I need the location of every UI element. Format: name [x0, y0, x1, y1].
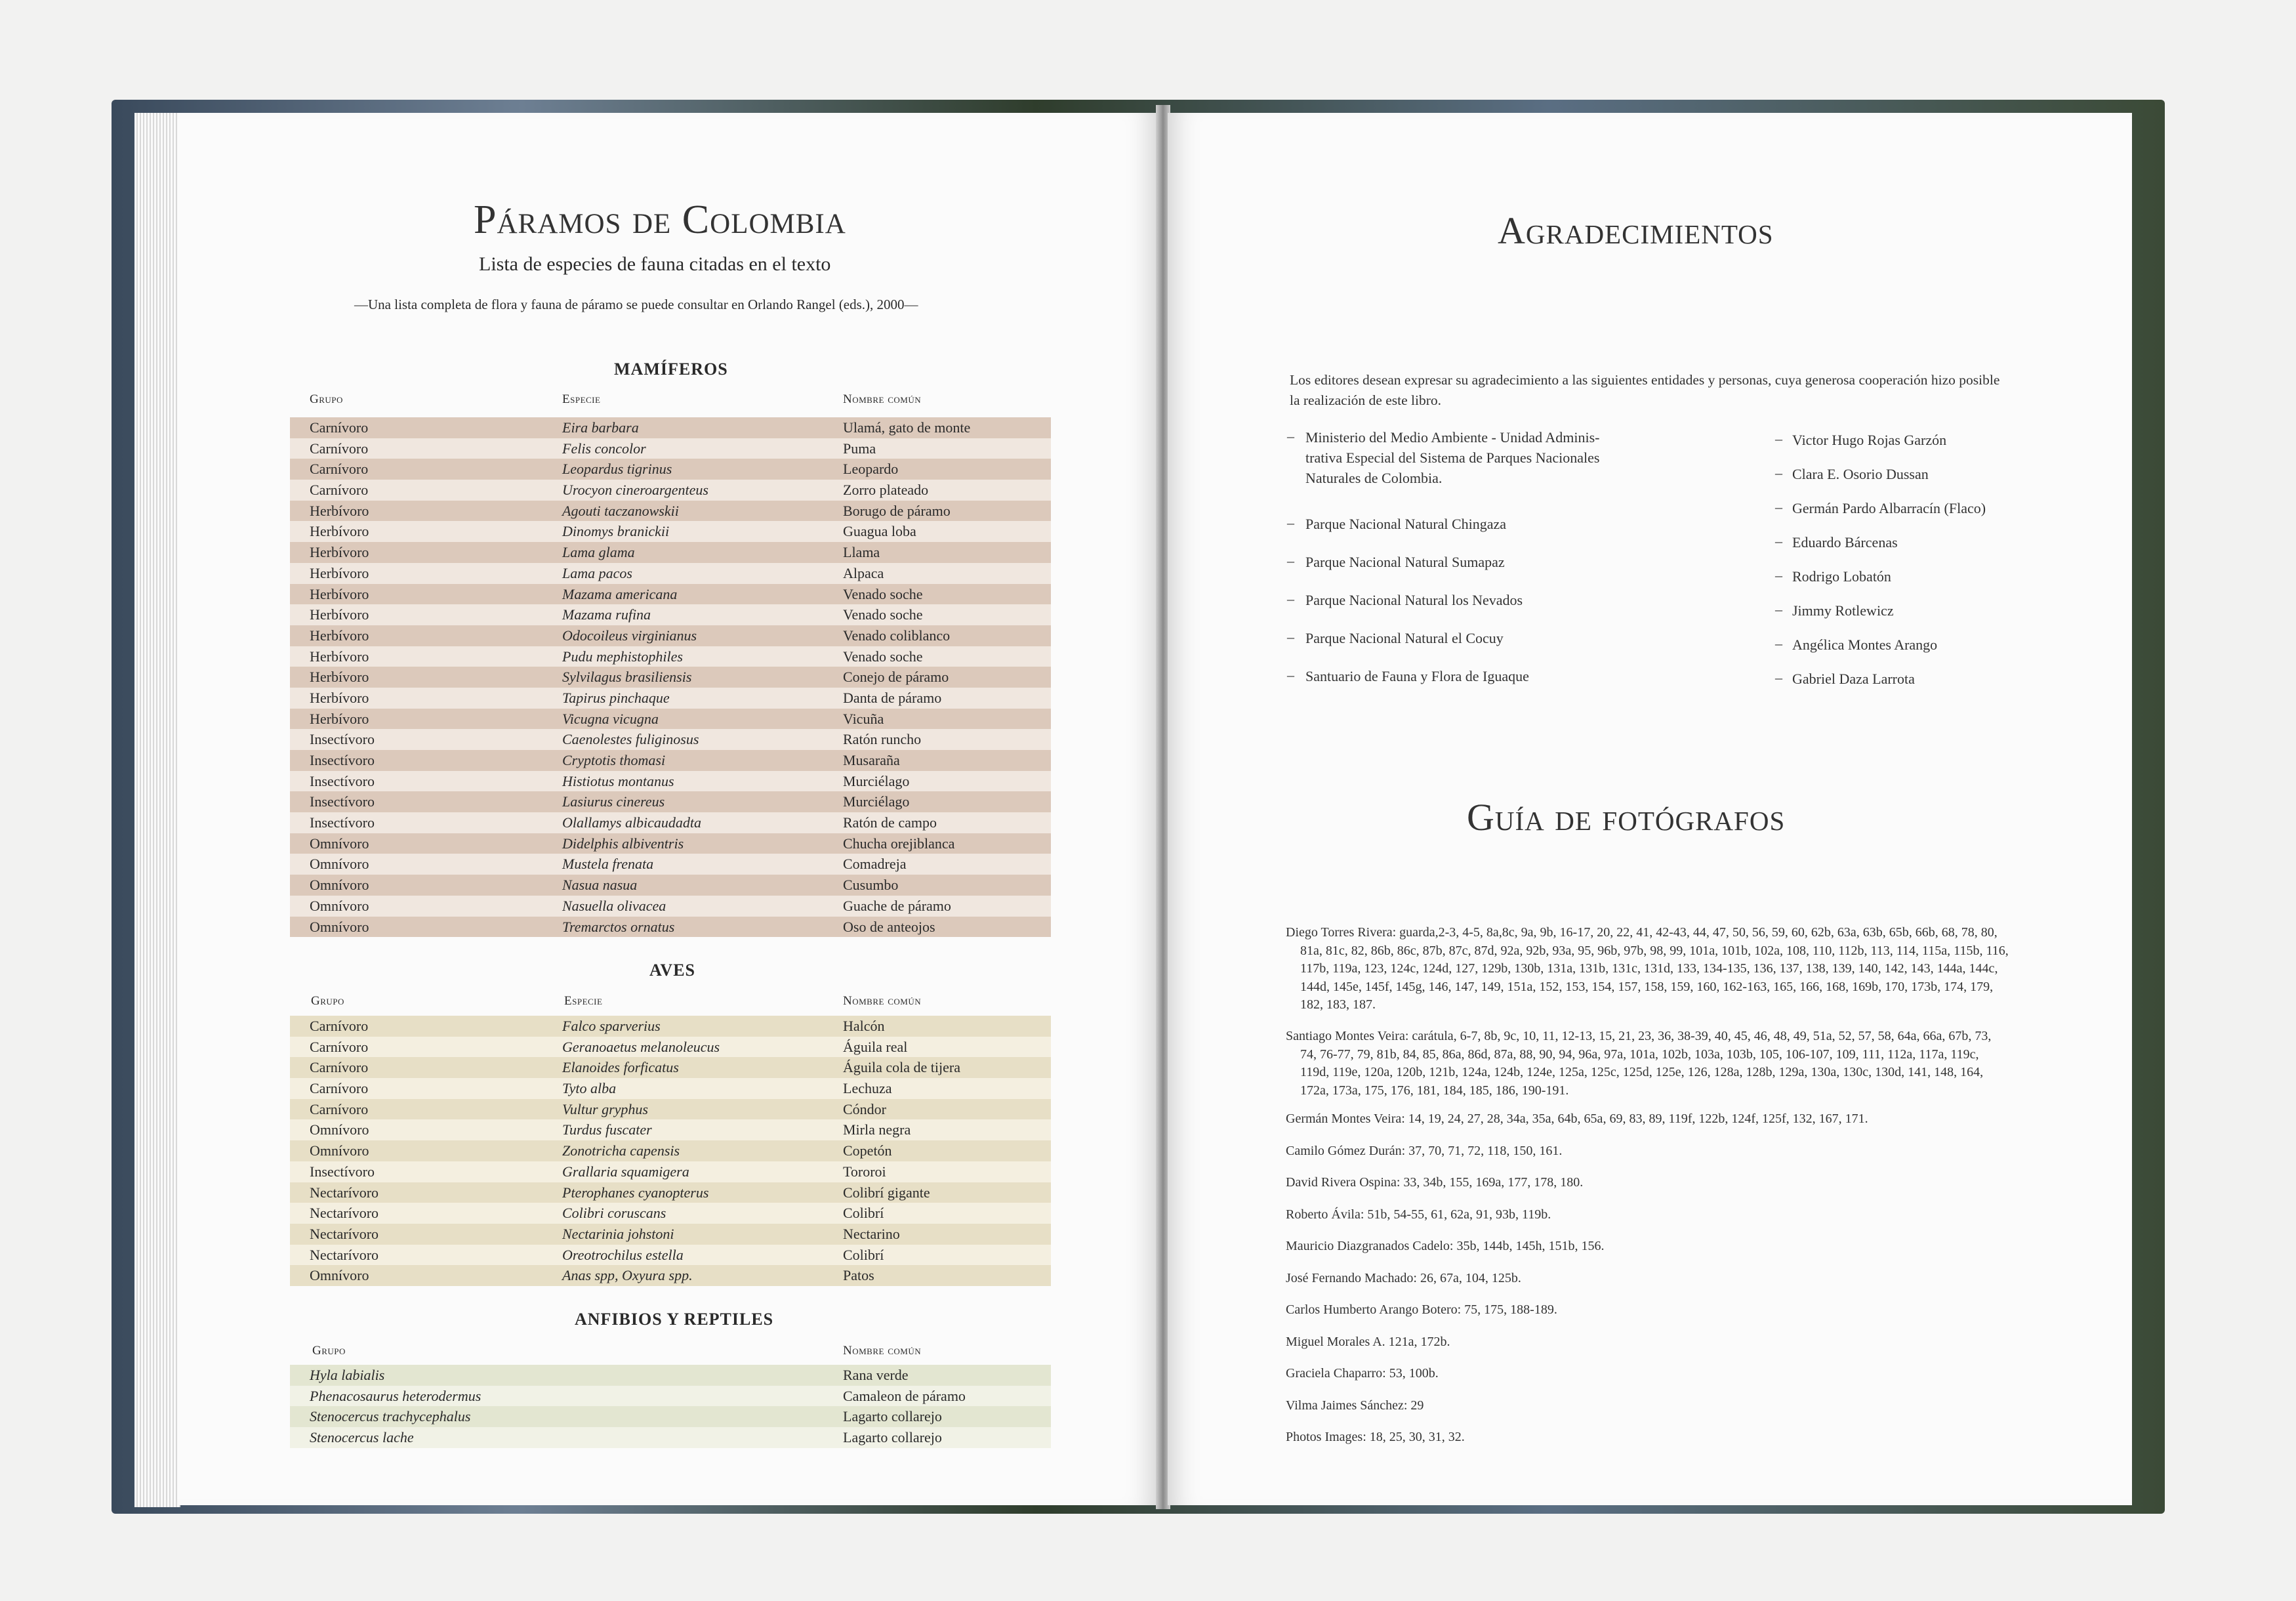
table-row	[290, 917, 1051, 938]
anfibios-table	[290, 1365, 1051, 1448]
table-cell: Ratón runcho	[843, 731, 922, 748]
mamiferos-col-especie: Especie	[562, 392, 601, 406]
table-cell: Ratón de campo	[843, 814, 937, 831]
table-row	[290, 854, 1051, 875]
table-row	[290, 1365, 1051, 1386]
table-cell: Mazama rufina	[562, 606, 651, 623]
left-page-subtitle: Lista de especies de fauna citadas en el texto	[479, 253, 831, 275]
aves-heading: AVES	[649, 961, 696, 980]
table-cell: Copetón	[843, 1142, 892, 1159]
table-cell: Omnívoro	[310, 1121, 369, 1138]
table-cell: Herbívoro	[310, 606, 369, 623]
table-cell: Herbívoro	[310, 648, 369, 665]
table-row	[290, 604, 1051, 625]
table-cell: Nectarívoro	[310, 1225, 379, 1242]
table-row	[290, 1016, 1051, 1037]
table-cell: Insectívoro	[310, 793, 375, 810]
table-cell: Conejo de páramo	[843, 669, 949, 686]
table-cell: Zorro plateado	[843, 482, 929, 499]
table-cell: Tremarctos ornatus	[562, 918, 675, 935]
table-cell: Olallamys albicaudadta	[562, 814, 702, 831]
mamiferos-col-grupo: Grupo	[310, 392, 343, 406]
list-bullet: –	[1775, 430, 1782, 447]
photographer-credit: Diego Torres Rivera: guarda,2-3, 4-5, 8a,8c, 9a, 9b, 16-17, 20, 22, 41, 42-43, 44, 47, 50, 56, 59, 60, 62b, 63a, 63b, 65b, 66b, 68, 78, 80, 81a, 81c, 82, 86b, 86c, 87b, 87c, 87d, 92a, 92b, 93a, 95, 96b, 97b, 98, 99, 101a, 101b, 102a, 108, 110, 112b, 113, 114, 115a, 115b, 116, 117b, 119a, 123, 124c, 124d, 127, 129b, 130b, 131a, 131b, 131c, 131d, 133, 134-135, 136, 137, 138, 139, 140, 142, 143, 144a, 144c, 144d, 145e, 145f, 145g, 146, 147, 149, 151a, 152, 153, 154, 157, 158, 159, 160, 162-163, 165, 166, 168, 169b, 170, 173b, 174, 179, 182, 183, 187.	[1286, 925, 2009, 1012]
table-row	[290, 501, 1051, 522]
entity-item: Parque Nacional Natural el Cocuy	[1305, 630, 1504, 646]
table-cell: Herbívoro	[310, 523, 369, 540]
table-row	[290, 1099, 1051, 1120]
table-cell: Camaleon de páramo	[843, 1387, 966, 1404]
table-cell: Insectívoro	[310, 772, 375, 789]
table-cell: Carnívoro	[310, 419, 369, 436]
table-cell: Herbívoro	[310, 544, 369, 561]
table-row	[290, 667, 1051, 688]
list-bullet: –	[1775, 669, 1782, 686]
list-bullet: –	[1287, 428, 1294, 444]
table-cell: Murciélago	[843, 793, 910, 810]
table-cell: Herbívoro	[310, 564, 369, 581]
table-row	[290, 1057, 1051, 1078]
table-cell: Lechuza	[843, 1080, 892, 1097]
table-cell: Venado soche	[843, 585, 923, 602]
table-cell: Herbívoro	[310, 689, 369, 706]
table-row	[290, 771, 1051, 792]
table-cell: Vicugna vicugna	[562, 710, 659, 727]
anfibios-col-grupo: Grupo	[312, 1344, 346, 1358]
photographer-credit: Miguel Morales A. 121a, 172b.	[1286, 1335, 1450, 1349]
table-cell: Elanoides forficatus	[562, 1059, 679, 1076]
table-row	[290, 521, 1051, 542]
table-row	[290, 1037, 1051, 1058]
table-cell: Leopardo	[843, 461, 899, 478]
table-cell: Omnívoro	[310, 835, 369, 852]
table-cell: Oso de anteojos	[843, 918, 935, 935]
entity-item: Parque Nacional Natural Sumapaz	[1305, 554, 1505, 570]
list-bullet: –	[1775, 567, 1782, 583]
table-row	[290, 688, 1051, 709]
table-cell: Nasua nasua	[562, 877, 638, 894]
table-row	[290, 1161, 1051, 1182]
table-row	[290, 1245, 1051, 1266]
person-item: Germán Pardo Albarracín (Flaco)	[1792, 500, 1986, 516]
agradecimientos-intro: Los editores desean expresar su agradecimiento a las siguientes entidades y personas, cuya generosa cooperación hizo posible la realización de este libro.	[1290, 372, 2000, 408]
agradecimientos-title: Agradecimientos	[1498, 209, 1774, 252]
table-cell: Leopardus tigrinus	[562, 461, 672, 478]
table-cell: Hyla labialis	[310, 1367, 385, 1383]
person-item: Jimmy Rotlewicz	[1792, 602, 1894, 619]
table-cell: Odocoileus virginianus	[562, 627, 697, 644]
photographer-credit: José Fernando Machado: 26, 67a, 104, 125b.	[1286, 1271, 1521, 1285]
table-cell: Grallaria squamigera	[562, 1163, 689, 1180]
table-row	[290, 1386, 1051, 1407]
table-cell: Turdus fuscater	[562, 1121, 652, 1138]
table-cell: Venado soche	[843, 606, 923, 623]
table-cell: Caenolestes fuliginosus	[562, 731, 699, 748]
table-cell: Puma	[843, 440, 876, 457]
table-row	[290, 750, 1051, 771]
table-cell: Geranoaetus melanoleucus	[562, 1038, 720, 1055]
table-cell: Urocyon cineroargenteus	[562, 482, 708, 499]
table-row	[290, 729, 1051, 750]
table-cell: Herbívoro	[310, 627, 369, 644]
photographer-credit: David Rivera Ospina: 33, 34b, 155, 169a, 177, 178, 180.	[1286, 1175, 1584, 1190]
person-item: Clara E. Osorio Dussan	[1792, 466, 1929, 482]
table-cell: Didelphis albiventris	[562, 835, 684, 852]
table-cell: Borugo de páramo	[843, 502, 951, 519]
table-row	[290, 1203, 1051, 1224]
table-cell: Danta de páramo	[843, 689, 942, 706]
anfibios-col-nombre: Nombre común	[843, 1344, 922, 1358]
person-item: Angélica Montes Arango	[1792, 636, 1938, 653]
table-cell: Colibrí	[843, 1246, 884, 1263]
table-cell: Eira barbara	[562, 419, 639, 436]
list-bullet: –	[1287, 629, 1294, 645]
table-cell: Cryptotis thomasi	[562, 752, 666, 768]
list-bullet: –	[1775, 533, 1782, 549]
table-cell: Agouti taczanowskii	[562, 502, 679, 519]
aves-table	[290, 1016, 1051, 1286]
table-cell: Águila real	[843, 1038, 908, 1055]
table-cell: Lama glama	[562, 544, 635, 561]
table-row	[290, 1427, 1051, 1448]
table-cell: Mazama americana	[562, 585, 678, 602]
table-cell: Vultur gryphus	[562, 1100, 648, 1117]
table-cell: Nectarívoro	[310, 1205, 379, 1222]
table-cell: Lasiurus cinereus	[562, 793, 665, 810]
table-cell: Venado soche	[843, 648, 923, 665]
entity-item: Santuario de Fauna y Flora de Iguaque	[1305, 668, 1529, 684]
table-cell: Colibrí	[843, 1205, 884, 1222]
table-cell: Patos	[843, 1267, 874, 1284]
table-cell: Guache de páramo	[843, 897, 951, 914]
table-cell: Águila cola de tijera	[843, 1059, 960, 1076]
table-cell: Sylvilagus brasiliensis	[562, 669, 692, 686]
entity-item: Naturales de Colombia.	[1305, 470, 1443, 486]
left-page-title: Páramos de Colombia	[474, 198, 846, 242]
aves-col-nombre: Nombre común	[843, 994, 922, 1008]
table-row	[290, 480, 1051, 501]
list-bullet: –	[1287, 667, 1294, 683]
table-cell: Anas spp, Oxyura spp.	[562, 1267, 693, 1284]
table-cell: Carnívoro	[310, 1100, 369, 1117]
table-cell: Oreotrochilus estella	[562, 1246, 684, 1263]
table-row	[290, 875, 1051, 896]
photographer-credit: Photos Images: 18, 25, 30, 31, 32.	[1286, 1430, 1465, 1444]
table-cell: Carnívoro	[310, 1080, 369, 1097]
page-edges	[134, 113, 180, 1507]
table-cell: Nectarívoro	[310, 1246, 379, 1263]
table-cell: Carnívoro	[310, 440, 369, 457]
table-cell: Insectívoro	[310, 731, 375, 748]
table-cell: Herbívoro	[310, 669, 369, 686]
table-cell: Venado coliblanco	[843, 627, 951, 644]
table-cell: Pudu mephistophiles	[562, 648, 683, 665]
table-cell: Lagarto collarejo	[843, 1429, 942, 1446]
table-cell: Mustela frenata	[562, 856, 654, 873]
left-page-note: —Una lista completa de flora y fauna de páramo se puede consultar en Orlando Rangel (eds.), 2000—	[354, 297, 918, 312]
table-cell: Tapirus pinchaque	[562, 689, 670, 706]
table-cell: Colibri coruscans	[562, 1205, 666, 1222]
list-bullet: –	[1287, 552, 1294, 569]
table-row	[290, 812, 1051, 833]
table-row	[290, 709, 1051, 730]
table-cell: Zonotricha capensis	[562, 1142, 680, 1159]
photographer-credit: Mauricio Diazgranados Cadelo: 35b, 144b, 145h, 151b, 156.	[1286, 1239, 1605, 1253]
table-cell: Halcón	[843, 1018, 885, 1034]
anfibios-heading: ANFIBIOS Y REPTILES	[575, 1310, 774, 1329]
table-cell: Nectarívoro	[310, 1184, 379, 1201]
table-cell: Stenocercus trachycephalus	[310, 1408, 471, 1425]
table-cell: Llama	[843, 544, 880, 561]
mamiferos-col-nombre: Nombre común	[843, 392, 922, 406]
table-cell: Omnívoro	[310, 918, 369, 935]
list-bullet: –	[1775, 601, 1782, 617]
table-cell: Cóndor	[843, 1100, 886, 1117]
table-row	[290, 542, 1051, 563]
table-row	[290, 1182, 1051, 1203]
guia-title: Guía de fotógrafos	[1467, 796, 1786, 839]
photographer-credit: Graciela Chaparro: 53, 100b.	[1286, 1366, 1439, 1381]
person-item: Gabriel Daza Larrota	[1792, 671, 1915, 687]
table-cell: Phenacosaurus heterodermus	[310, 1387, 482, 1404]
photographer-credit: Carlos Humberto Arango Botero: 75, 175, 188-189.	[1286, 1302, 1557, 1317]
table-cell: Carnívoro	[310, 1018, 369, 1034]
table-cell: Ulamá, gato de monte	[843, 419, 971, 436]
table-cell: Pterophanes cyanopterus	[562, 1184, 709, 1201]
table-row	[290, 417, 1051, 438]
photographer-credit: Camilo Gómez Durán: 37, 70, 71, 72, 118, 150, 161.	[1286, 1144, 1563, 1158]
table-cell: Insectívoro	[310, 1163, 375, 1180]
table-cell: Nasuella olivacea	[562, 897, 666, 914]
table-row	[290, 1078, 1051, 1099]
table-cell: Carnívoro	[310, 482, 369, 499]
table-cell: Felis concolor	[562, 440, 646, 457]
table-cell: Herbívoro	[310, 710, 369, 727]
table-cell: Nectarino	[843, 1225, 900, 1242]
table-cell: Tyto alba	[562, 1080, 617, 1097]
table-row	[290, 1119, 1051, 1140]
table-row	[290, 625, 1051, 646]
table-row	[290, 584, 1051, 605]
table-cell: Herbívoro	[310, 502, 369, 519]
table-cell: Insectívoro	[310, 814, 375, 831]
table-cell: Chucha orejiblanca	[843, 835, 955, 852]
table-cell: Musaraña	[843, 752, 900, 768]
table-cell: Dinomys branickii	[562, 523, 670, 540]
table-row	[290, 438, 1051, 459]
aves-col-especie: Especie	[564, 994, 603, 1008]
table-cell: Carnívoro	[310, 1059, 369, 1076]
entity-item: Parque Nacional Natural Chingaza	[1305, 516, 1507, 532]
table-row	[290, 459, 1051, 480]
table-cell: Carnívoro	[310, 1038, 369, 1055]
table-cell: Cusumbo	[843, 877, 899, 894]
photographer-credit: Santiago Montes Veira: carátula, 6-7, 8b, 9c, 10, 11, 12-13, 15, 21, 23, 36, 38-39, 40, 45, 46, 48, 49, 51a, 52, 57, 58, 64a, 66a, 67b, 73, 74, 76-77, 79, 81b, 84, 85, 86a, 86d, 87a, 88, 90, 94, 96a, 97a, 101a, 102b, 103a, 103b, 105, 106-107, 109, 111, 112a, 117a, 119c, 119d, 119e, 120a, 120b, 121b, 124a, 124b, 124e, 125a, 125c, 125d, 125e, 126, 128a, 128b, 129a, 130a, 130c, 130d, 141, 148, 164, 172a, 173a, 175, 176, 181, 184, 185, 186, 190-191.	[1286, 1029, 1992, 1098]
list-bullet: –	[1775, 465, 1782, 481]
table-cell: Mirla negra	[843, 1121, 911, 1138]
mamiferos-table	[290, 417, 1051, 937]
table-row	[290, 563, 1051, 584]
table-row	[290, 896, 1051, 917]
photographer-credit: Roberto Ávila: 51b, 54-55, 61, 62a, 91, 93b, 119b.	[1286, 1207, 1551, 1222]
table-cell: Omnívoro	[310, 856, 369, 873]
table-cell: Guagua loba	[843, 523, 916, 540]
entity-item: trativa Especial del Sistema de Parques Nacionales	[1305, 449, 1600, 466]
entity-item: Parque Nacional Natural los Nevados	[1305, 592, 1523, 608]
table-row	[290, 791, 1051, 812]
entity-item: Ministerio del Medio Ambiente - Unidad Adminis-	[1305, 429, 1600, 446]
person-item: Victor Hugo Rojas Garzón	[1792, 432, 1947, 448]
aves-col-grupo: Grupo	[311, 994, 344, 1008]
table-cell: Lama pacos	[562, 564, 632, 581]
table-cell: Carnívoro	[310, 461, 369, 478]
person-item: Eduardo Bárcenas	[1792, 534, 1898, 551]
table-cell: Omnívoro	[310, 897, 369, 914]
photographer-credit: Germán Montes Veira: 14, 19, 24, 27, 28, 34a, 35a, 64b, 65a, 69, 83, 89, 119f, 122b, 124f, 125f, 132, 167, 171.	[1286, 1112, 1868, 1126]
table-cell: Alpaca	[843, 564, 884, 581]
table-cell: Murciélago	[843, 772, 910, 789]
table-row	[290, 1224, 1051, 1245]
table-row	[290, 833, 1051, 854]
person-item: Rodrigo Lobatón	[1792, 568, 1891, 585]
table-cell: Colibrí gigante	[843, 1184, 930, 1201]
table-cell: Comadreja	[843, 856, 907, 873]
table-cell: Vicuña	[843, 710, 884, 727]
table-row	[290, 1265, 1051, 1286]
table-cell: Stenocercus lache	[310, 1429, 414, 1446]
table-cell: Nectarinia johstoni	[562, 1225, 674, 1242]
table-cell: Lagarto collarejo	[843, 1408, 942, 1425]
table-row	[290, 1140, 1051, 1161]
table-cell: Histiotus montanus	[562, 772, 674, 789]
table-row	[290, 1406, 1051, 1427]
table-cell: Omnívoro	[310, 1142, 369, 1159]
table-cell: Falco sparverius	[562, 1018, 661, 1034]
table-cell: Omnívoro	[310, 877, 369, 894]
mamiferos-heading: MAMÍFEROS	[614, 360, 728, 379]
photographer-credit: Vilma Jaimes Sánchez: 29	[1286, 1398, 1424, 1413]
table-cell: Herbívoro	[310, 585, 369, 602]
table-cell: Rana verde	[843, 1367, 909, 1383]
list-bullet: –	[1775, 499, 1782, 515]
table-cell: Omnívoro	[310, 1267, 369, 1284]
list-bullet: –	[1287, 591, 1294, 607]
list-bullet: –	[1775, 635, 1782, 652]
table-row	[290, 646, 1051, 667]
table-cell: Tororoi	[843, 1163, 886, 1180]
table-cell: Insectívoro	[310, 752, 375, 768]
list-bullet: –	[1287, 514, 1294, 531]
